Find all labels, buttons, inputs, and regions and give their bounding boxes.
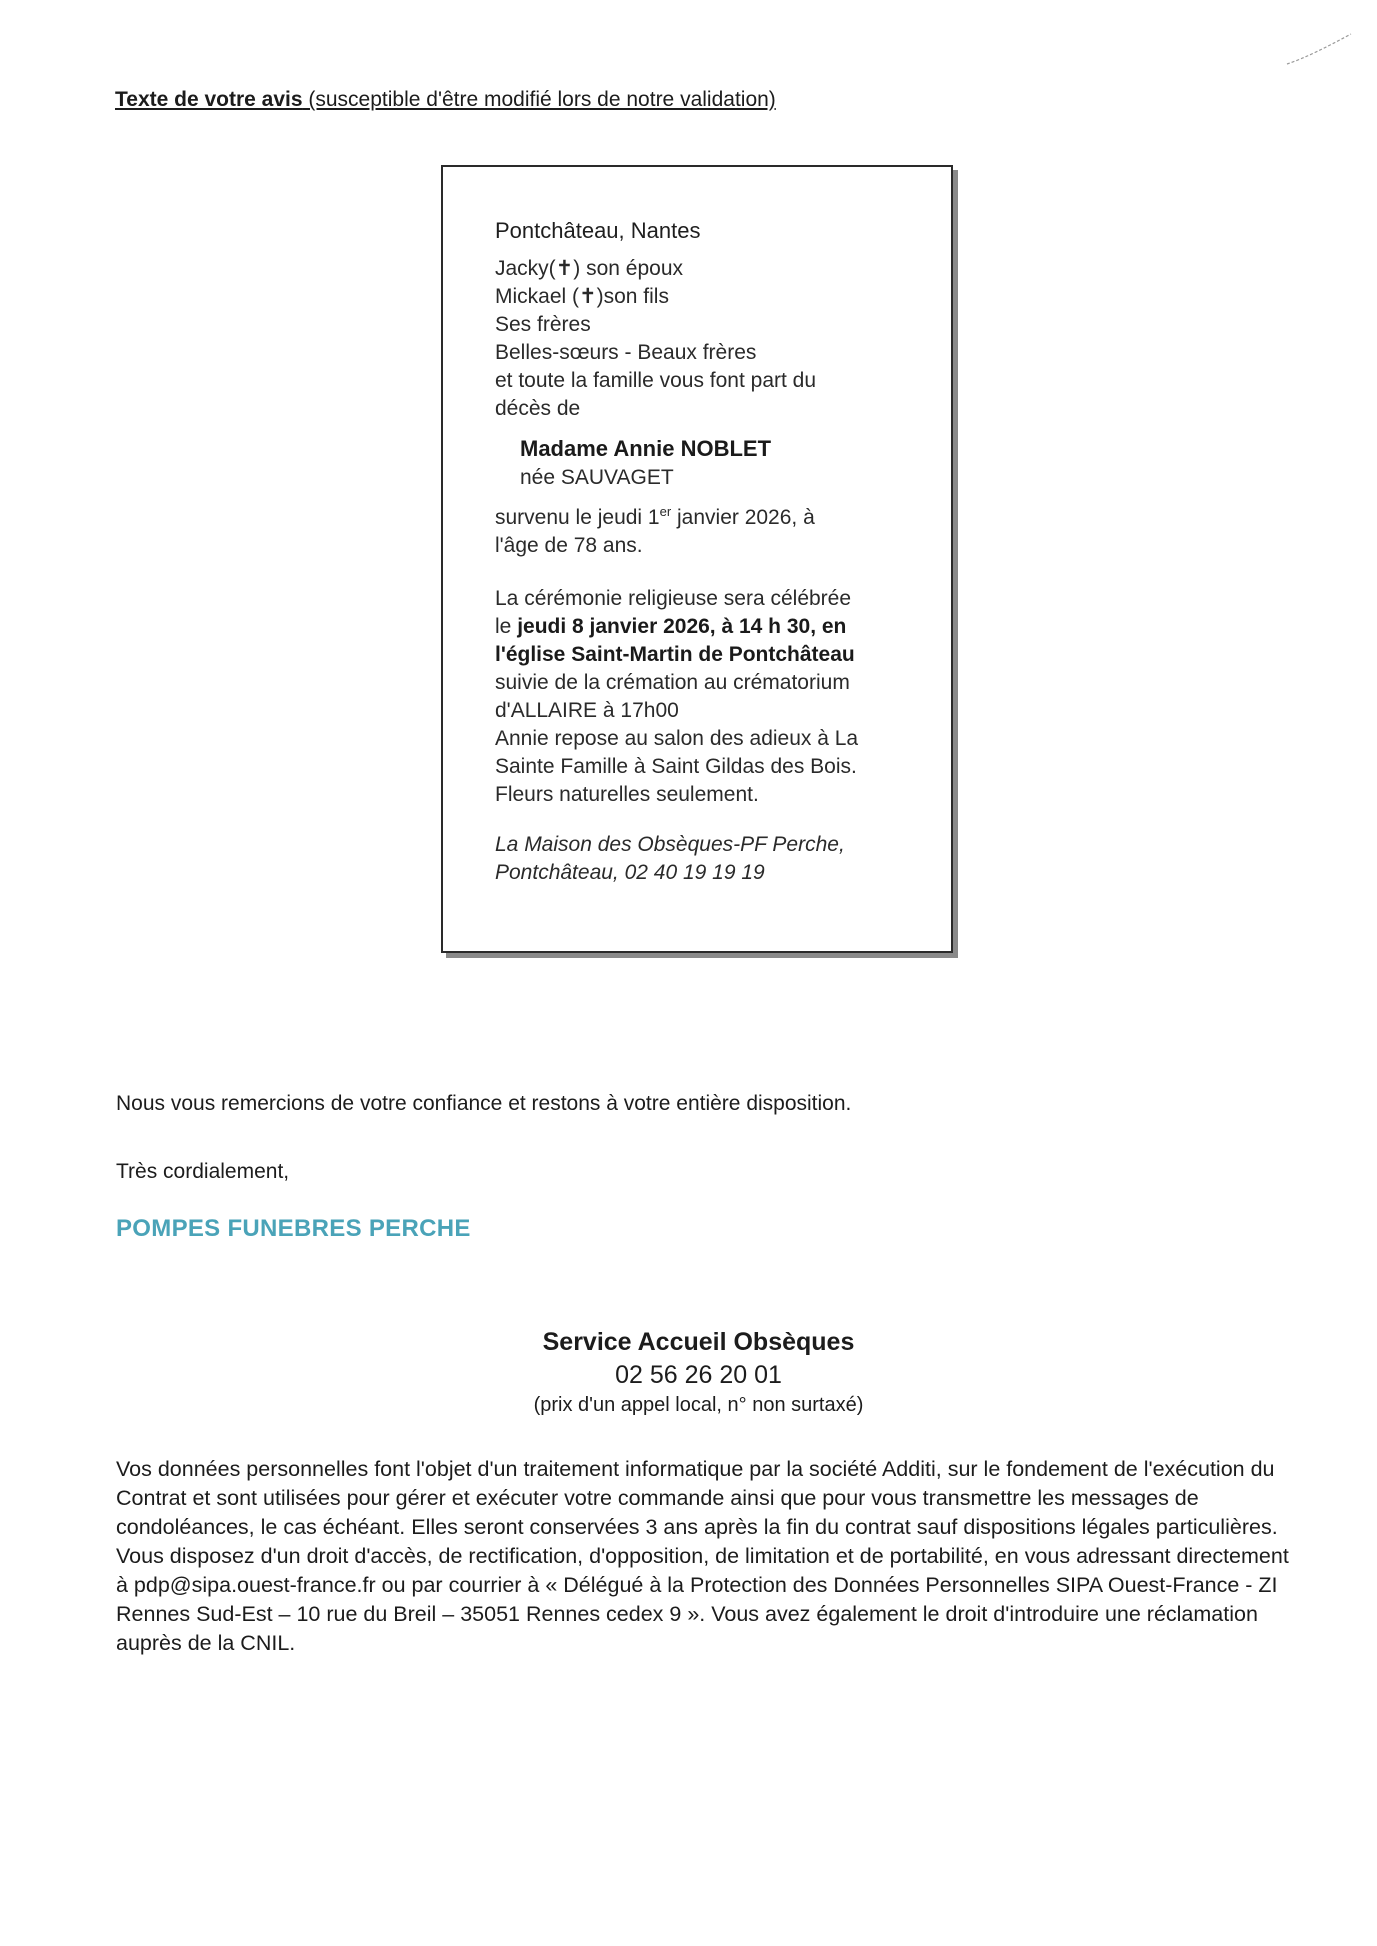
ceremony-intro: La cérémonie religieuse sera célébrée: [495, 587, 852, 610]
funeral-home-line: La Maison des Obsèques-PF Perche,: [495, 833, 845, 856]
header-bold-label: Texte de votre avis: [115, 88, 303, 111]
death-date-part-b: janvier 2026, à: [671, 506, 815, 529]
page-title: [115, 88, 776, 112]
flowers-line: Fleurs naturelles seulement.: [495, 783, 759, 806]
ceremony-church: l'église Saint-Martin de Pontchâteau: [495, 643, 855, 666]
ceremony-follow: d'ALLAIRE à 17h00: [495, 699, 679, 722]
family-line: Ses frères: [495, 313, 591, 336]
regards-line: Très cordialement,: [116, 1160, 290, 1183]
thanks-line: Nous vous remercions de votre confiance et restons à votre entière disposition.: [116, 1092, 852, 1115]
scan-mark-decoration: [1285, 30, 1355, 70]
family-line: Jacky(✝) son époux: [495, 257, 684, 280]
family-line: et toute la famille vous font part du: [495, 369, 817, 392]
family-line: Belles-sœurs - Beaux frères: [495, 341, 757, 364]
deceased-name: [520, 435, 935, 464]
ceremony-date: jeudi 8 janvier 2026, à 14 h 30, en: [517, 615, 847, 638]
rest-line: Sainte Famille à Saint Gildas des Bois.: [495, 755, 857, 778]
notice-place: Pontchâteau, Nantes: [495, 218, 701, 243]
ceremony-date-line: [495, 613, 935, 641]
death-date-sup: er: [659, 504, 672, 519]
company-name: POMPES FUNEBRES PERCHE: [116, 1215, 471, 1242]
funeral-home-line: Pontchâteau, 02 40 19 19 19: [495, 861, 765, 884]
service-block: [0, 1328, 1377, 1417]
service-note: (prix d'un appel local, n° non surtaxé): [533, 1394, 864, 1416]
deceased-first-name: Madame Annie: [520, 436, 681, 461]
header-subtitle: (susceptible d'être modifié lors de notre validation): [302, 88, 776, 111]
death-notice-box: [441, 165, 953, 953]
notice-content: [495, 217, 935, 887]
service-title: Service Accueil Obsèques: [542, 1328, 855, 1356]
ceremony-le: le: [495, 615, 518, 638]
ceremony-follow: suivie de la crémation au crématorium: [495, 671, 850, 694]
privacy-paragraph: Vos données personnelles font l'objet d'un traitement informatique par la société Additi, sur le fondement de l'exécution du Contrat et sont utilisées pour gérer et exécuter votre commande ainsi que pour vous transmettre les messages de condoléances, le cas échéant. Elles seront conservées 3 ans après la fin du contrat sauf dispositions légales particulières. Vous disposez d'un droit d'accès, de rectification, d'opposition, de limitation et de portabilité, en vous adressant directement à pdp@sipa.ouest-france.fr ou par courrier à « Délégué à la Protection des Données Personnelles SIPA Ouest-France - ZI Rennes Sud-Est – 10 rue du Breil – 35051 Rennes cedex 9 ». Vous avez également le droit d'introduire une réclamation auprès de la CNIL.: [116, 1457, 1289, 1655]
service-phone: 02 56 26 20 01: [615, 1361, 782, 1389]
deceased-surname: NOBLET: [680, 436, 772, 461]
death-date-line: [495, 504, 935, 532]
family-line: Mickael (✝)son fils: [495, 285, 669, 308]
death-date-part-a: survenu le jeudi 1: [495, 506, 660, 529]
family-line: décès de: [495, 397, 581, 420]
age-line: l'âge de 78 ans.: [495, 534, 643, 557]
birth-name: née SAUVAGET: [520, 466, 674, 489]
rest-line: Annie repose au salon des adieux à La: [495, 727, 859, 750]
